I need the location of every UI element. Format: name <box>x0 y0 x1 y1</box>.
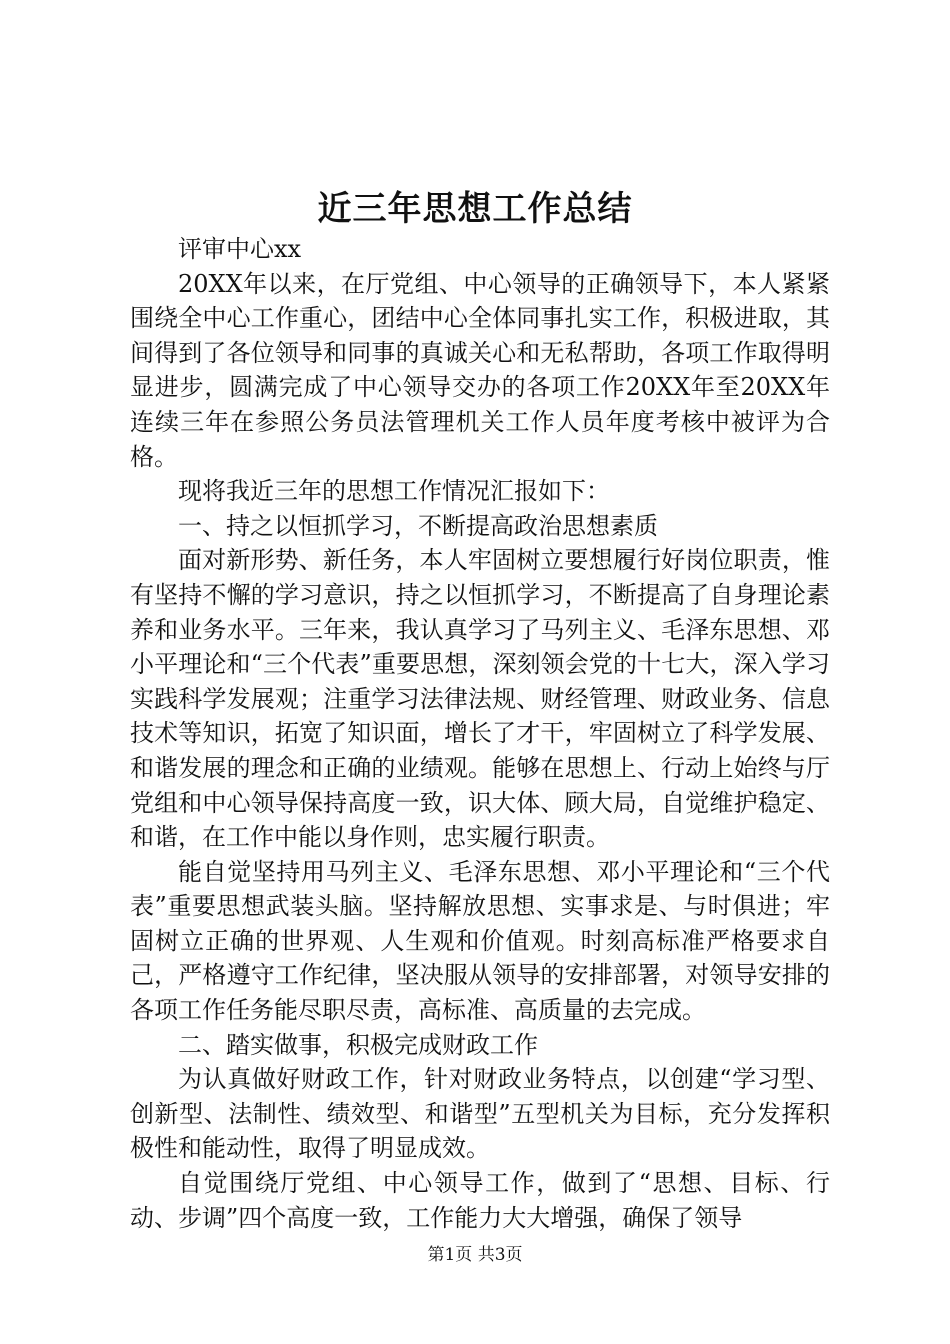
document-title: 近三年思想工作总结 <box>317 189 633 229</box>
section-heading-2: 二、踏实做事，积极完成财政工作 <box>178 1030 538 1059</box>
section-heading-1: 一、持之以恒抓学习，不断提高政治思想素质 <box>178 511 658 540</box>
document-body <box>130 232 830 1235</box>
paragraph-intro: 20XX年以来，在厅党组、中心领导的正确领导下，本人紧紧围绕全中心工作重心，团结中心全体同事扎实工作，积极进取，其间得到了各位领导和同事的真诚关心和无私帮助，各项工作取得明显进步，圆满完成了中心领导交办的各项工作20XX年至20XX年连续三年在参照公务员法管理机关工作人员年度考核中被评为合格。 <box>130 269 830 471</box>
author-line: 评审中心xx <box>178 235 302 263</box>
paragraph-study: 面对新形势、新任务，本人牢固树立要想履行好岗位职责，惟有坚持不懈的学习意识，持之以恒抓学习，不断提高了自身理论素养和业务水平。三年来，我认真学习了马列主义、毛泽东思想、邓小平理论和“三个代表”重要思想，深刻领会党的十七大，深入学习实践科学发展观；注重学习法律法规、财经管理、财政业务、信息技术等知识，拓宽了知识面，增长了才干，牢固树立了科学发展、和谐发展的理念和正确的业绩观。能够在思想上、行动上始终与厅党组和中心领导保持高度一致，识大体、顾大局，自觉维护稳定、和谐，在工作中能以身作则，忠实履行职责。 <box>130 546 830 852</box>
paragraph-ideology: 能自觉坚持用马列主义、毛泽东思想、邓小平理论和“三个代表”重要思想武装头脑。坚持解放思想、实事求是、与时俱进；牢固树立正确的世界观、人生观和价值观。时刻高标准严格要求自己，严格遵守工作纪律，坚决服从领导的安排部署，对领导安排的各项工作任务能尽职尽责，高标准、高质量的去完成。 <box>130 857 830 1025</box>
page-number: 第1页 共3页 <box>427 1245 523 1265</box>
paragraph-report-lead: 现将我近三年的思想工作情况汇报如下： <box>178 477 610 506</box>
paragraph-alignment: 自觉围绕厅党组、中心领导工作，做到了“思想、目标、行动、步调”四个高度一致，工作能力大大增强，确保了领导 <box>130 1169 830 1232</box>
paragraph-finance-work: 为认真做好财政工作，针对财政业务特点，以创建“学习型、创新型、法制性、绩效型、和谐型”五型机关为目标，充分发挥积极性和能动性，取得了明显成效。 <box>130 1065 830 1163</box>
